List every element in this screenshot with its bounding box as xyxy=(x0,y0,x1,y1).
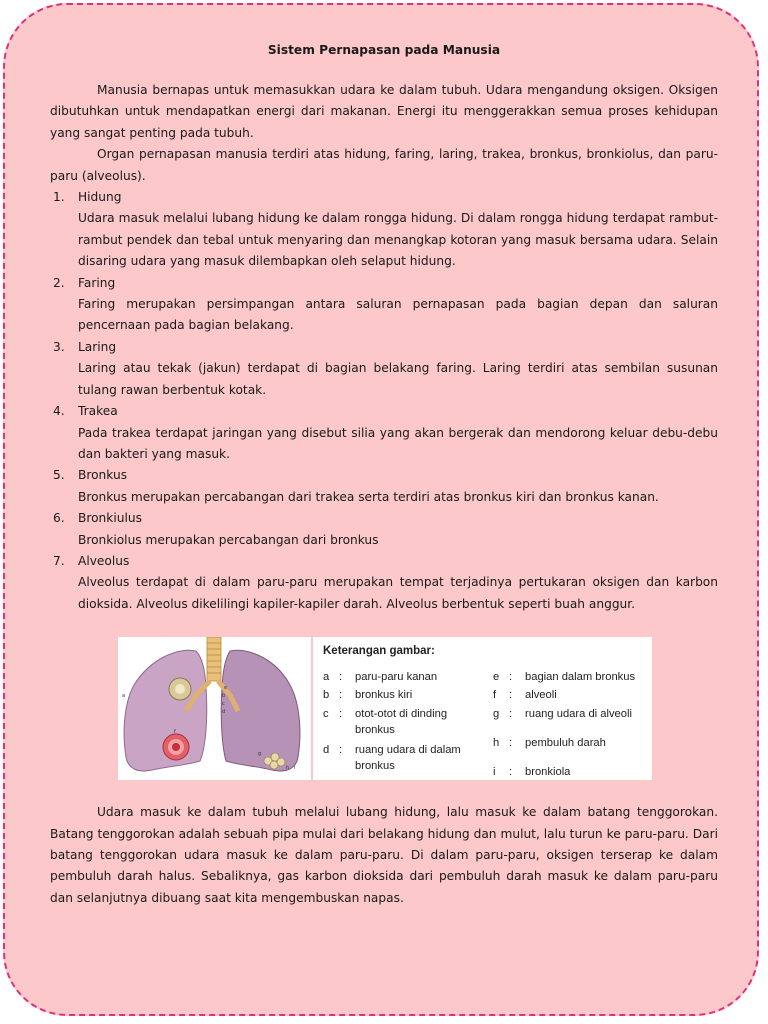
item-number: 3. xyxy=(53,339,65,354)
item-heading: Faring xyxy=(78,275,116,290)
item-number: 5. xyxy=(53,468,65,483)
item-number: 1. xyxy=(53,190,65,205)
list-item xyxy=(50,337,718,401)
diagram-label: c xyxy=(222,701,225,708)
legend-title: Keterangan gambar: xyxy=(323,645,435,658)
item-number: 4. xyxy=(53,404,65,419)
document-body xyxy=(50,40,718,909)
item-heading: Bronkus xyxy=(78,468,128,483)
legend-entry: h : pembuluh darah xyxy=(493,737,606,750)
diagram-label: h xyxy=(286,765,290,772)
item-text: Udara masuk melalui lubang hidung ke dalam rongga hidung. Di dalam rongga hidung terdapat rambut-rambut pendek dan tebal untuk menyaring dan menangkap kotoran yang masuk bersama udara. Selain disaring udara yang masuk dilembapkan oleh selaput hidung. xyxy=(78,211,718,269)
diagram-label: g xyxy=(258,751,262,758)
legend-entry: f : alveoli xyxy=(493,689,557,702)
list-item xyxy=(50,551,718,615)
page-title: Sistem Pernapasan pada Manusia xyxy=(267,43,501,57)
diagram-label: f xyxy=(174,729,176,736)
diagram-label: e xyxy=(224,685,228,692)
list-item xyxy=(50,187,718,273)
item-heading: Bronkiulus xyxy=(78,511,142,526)
list-item xyxy=(50,508,718,551)
figure-legend xyxy=(311,637,652,780)
closing-paragraph: Udara masuk ke dalam tubuh melalui lubang hidung, lalu masuk ke dalam batang tenggorokan. Batang tenggorokan adalah sebuah pipa mulai dari belakang hidung dan mulut, lalu turun ke paru-paru. Dari batang tenggorokan udara masuk ke dalam paru-paru. Di dalam paru-paru, oksigen terserap ke dalam pembuluh darah halus. Sebaliknya, gas karbon dioksida dari pembuluh darah masuk ke dalam paru-paru dan selanjutnya dibuang saat kita mengembuskan napas. xyxy=(50,805,718,905)
item-text: Alveolus terdapat di dalam paru-paru merupakan tempat terjadinya pertukaran oksigen dan karbon dioksida. Alveolus dikelilingi kapiler-kapiler darah. Alveolus berbentuk seperti buah anggur. xyxy=(78,575,718,611)
legend-entry: i : bronkiola xyxy=(493,766,571,779)
item-text: Bronkiolus merupakan percabangan dari bronkus xyxy=(78,532,379,547)
list-item xyxy=(50,273,718,337)
intro-paragraph-2: Organ pernapasan manusia terdiri atas hidung, faring, laring, trakea, bronkus, bronkiolus, dan paru-paru (alveolus). xyxy=(50,147,718,183)
item-text: Pada trakea terdapat jaringan yang disebut silia yang akan bergerak dan mendorong keluar debu-debu dan bakteri yang masuk. xyxy=(78,425,718,461)
legend-entry: c : otot-otot di dinding bronkus xyxy=(323,708,448,737)
list-item xyxy=(50,401,718,465)
legend-entry: e : bagian dalam bronkus xyxy=(493,671,636,684)
legend-entry: d : ruang udara di dalam bronkus xyxy=(323,744,461,773)
item-number: 7. xyxy=(53,553,65,568)
intro-paragraph-1: Manusia bernapas untuk memasukkan udara ke dalam tubuh. Udara mengandung oksigen. Oksigen dibutuhkan untuk mendapatkan energi dari makanan. Energi itu menggerakkan semua proses kehidupan yang sangat penting pada tubuh. xyxy=(50,83,718,140)
diagram-label: d xyxy=(222,709,226,716)
item-number: 6. xyxy=(53,511,65,526)
item-heading: Alveolus xyxy=(78,553,130,568)
lung-figure xyxy=(118,637,650,780)
diagram-label: a xyxy=(122,693,126,700)
organ-list xyxy=(50,187,718,615)
legend-entry: g : ruang udara di alveoli xyxy=(493,708,632,721)
legend-entry: a : paru-paru kanan xyxy=(323,671,438,684)
item-text: Laring atau tekak (jakun) terdapat di bagian belakang faring. Laring terdiri atas sembilan susunan tulang rawan berbentuk kotak. xyxy=(78,361,718,397)
item-text: Faring merupakan persimpangan antara saluran pernapasan pada bagian depan dan saluran pencernaan pada bagian belakang. xyxy=(78,297,718,333)
item-heading: Laring xyxy=(78,339,117,354)
list-item xyxy=(50,465,718,508)
diagram-label: b xyxy=(222,693,226,700)
item-heading: Hidung xyxy=(78,190,122,205)
item-heading: Trakea xyxy=(78,404,118,419)
lung-diagram xyxy=(118,637,308,780)
diagram-label: i xyxy=(294,765,296,772)
item-number: 2. xyxy=(53,275,65,290)
item-text: Bronkus merupakan percabangan dari trakea serta terdiri atas bronkus kiri dan bronkus kanan. xyxy=(78,489,659,504)
legend-entry: b : bronkus kiri xyxy=(323,689,413,702)
